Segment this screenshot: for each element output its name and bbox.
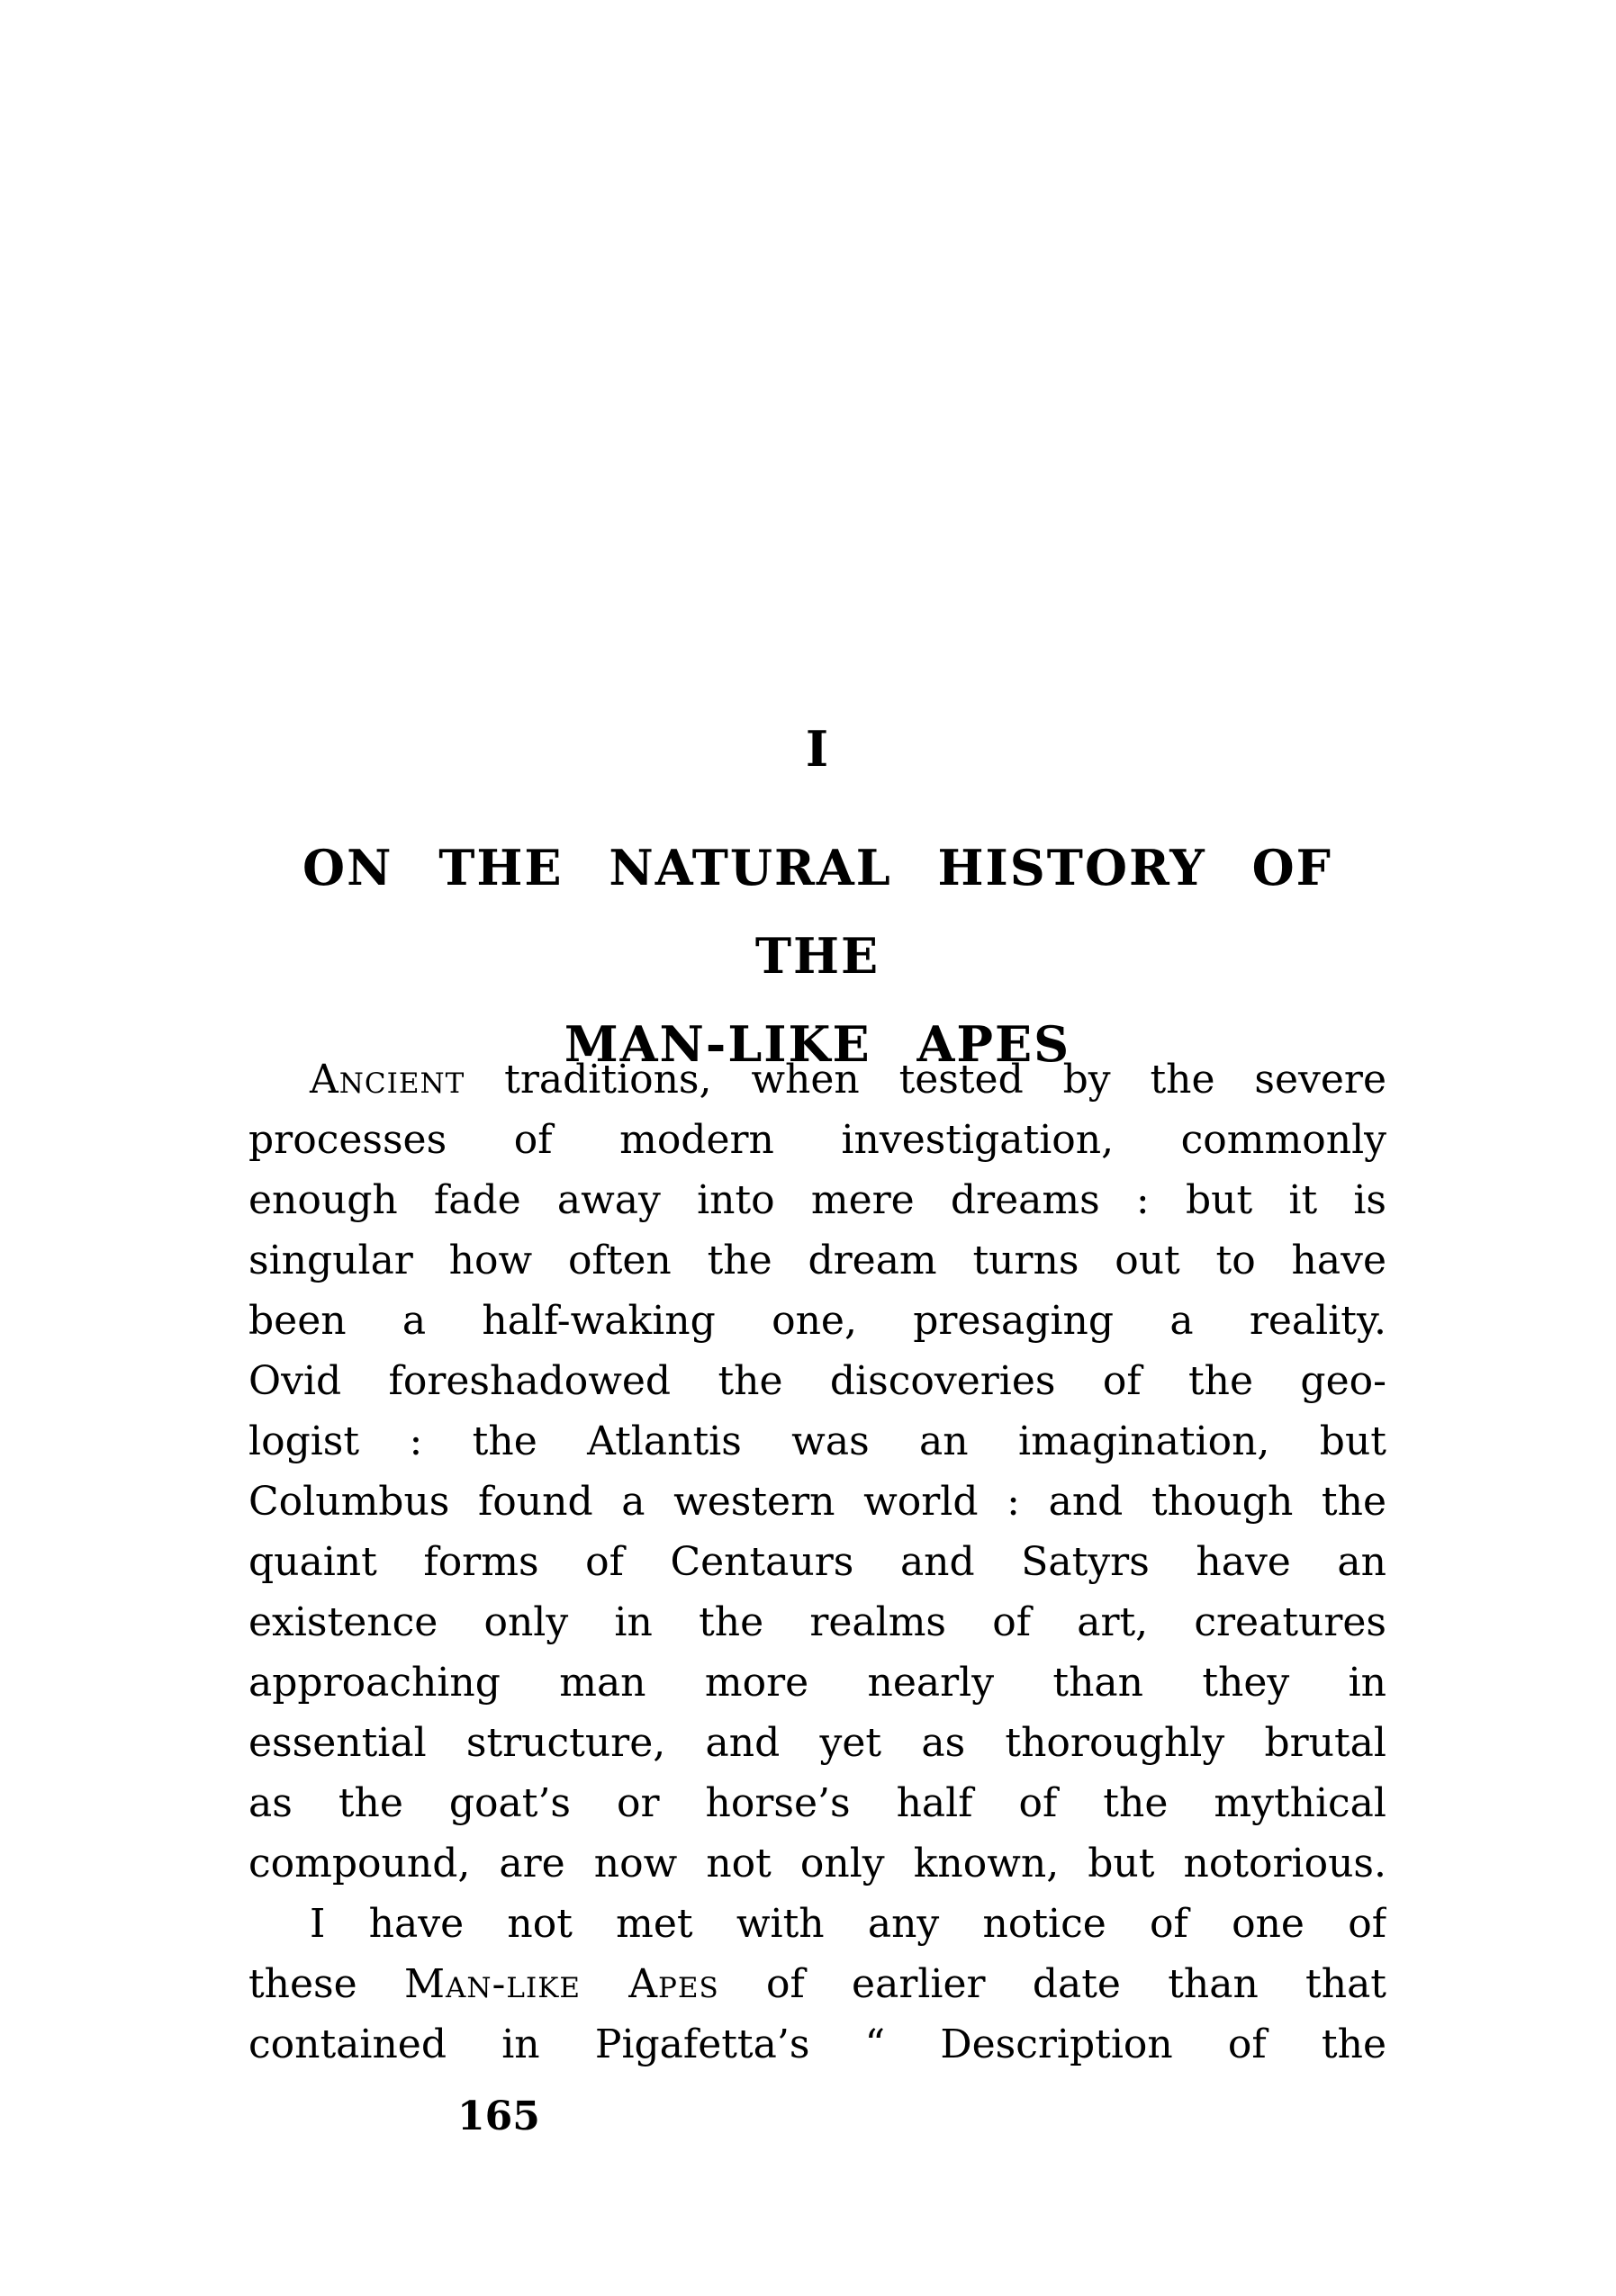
text-segment: enough fade away into mere dreams : but it is [248,1177,1386,1223]
text-line [248,1170,1386,1230]
text-line [248,1954,1386,2014]
text-line [248,2014,1386,2075]
text-segment: quaint forms of Centaurs and Satyrs have an [248,1539,1386,1585]
text-segment: I have not met with any notice of one of [310,1901,1386,1947]
text-segment: as the goat’s or horse’s half of the mythical [248,1780,1386,1826]
text-line [248,1894,1386,1954]
text-segment: logist : the Atlantis was an imagination, but [248,1418,1386,1464]
text-line [248,1652,1386,1713]
text-segment: these [248,1961,404,2007]
text-line [248,1049,1386,1110]
text-line [248,1411,1386,1472]
text-line [248,1291,1386,1351]
text-line [248,1592,1386,1652]
text-segment: processes of modern investigation, commonly [248,1117,1386,1163]
text-segment: contained in Pigafetta’s “ Description of the [248,2021,1386,2067]
text-segment: traditions, when tested by the severe [465,1057,1386,1103]
body-text [248,1049,1386,2075]
page-number: 165 [457,2093,540,2139]
text-line [248,1713,1386,1773]
text-segment: Ovid foreshadowed the discoveries of the geo- [248,1358,1386,1404]
chapter-numeral: I [805,720,830,778]
text-segment: been a half-waking one, presaging a reality. [248,1298,1386,1344]
chapter-title-line-1: ON THE NATURAL HISTORY OF THE [302,839,1332,985]
chapter-title [246,824,1389,1088]
small-caps-text: Ancient [310,1057,465,1103]
text-segment: compound, are now not only known, but notorious. [248,1841,1386,1886]
text-segment: essential structure, and yet as thoroughly brutal [248,1720,1386,1766]
text-line [248,1110,1386,1170]
text-segment: of earlier date than that [718,1961,1386,2007]
text-line [248,1532,1386,1592]
text-line [248,1472,1386,1532]
chapter-title-line-2: MAN-LIKE APES [564,1015,1071,1073]
text-segment: approaching man more nearly than they in [248,1660,1386,1706]
text-line [248,1833,1386,1894]
text-line [248,1230,1386,1291]
text-segment: Columbus found a western world : and though the [248,1479,1386,1525]
text-segment: singular how often the dream turns out to have [248,1238,1386,1283]
text-segment: existence only in the realms of art, creatures [248,1599,1386,1645]
small-caps-text: Man-like Apes [403,1961,719,2007]
text-line [248,1773,1386,1833]
text-line [248,1351,1386,1411]
